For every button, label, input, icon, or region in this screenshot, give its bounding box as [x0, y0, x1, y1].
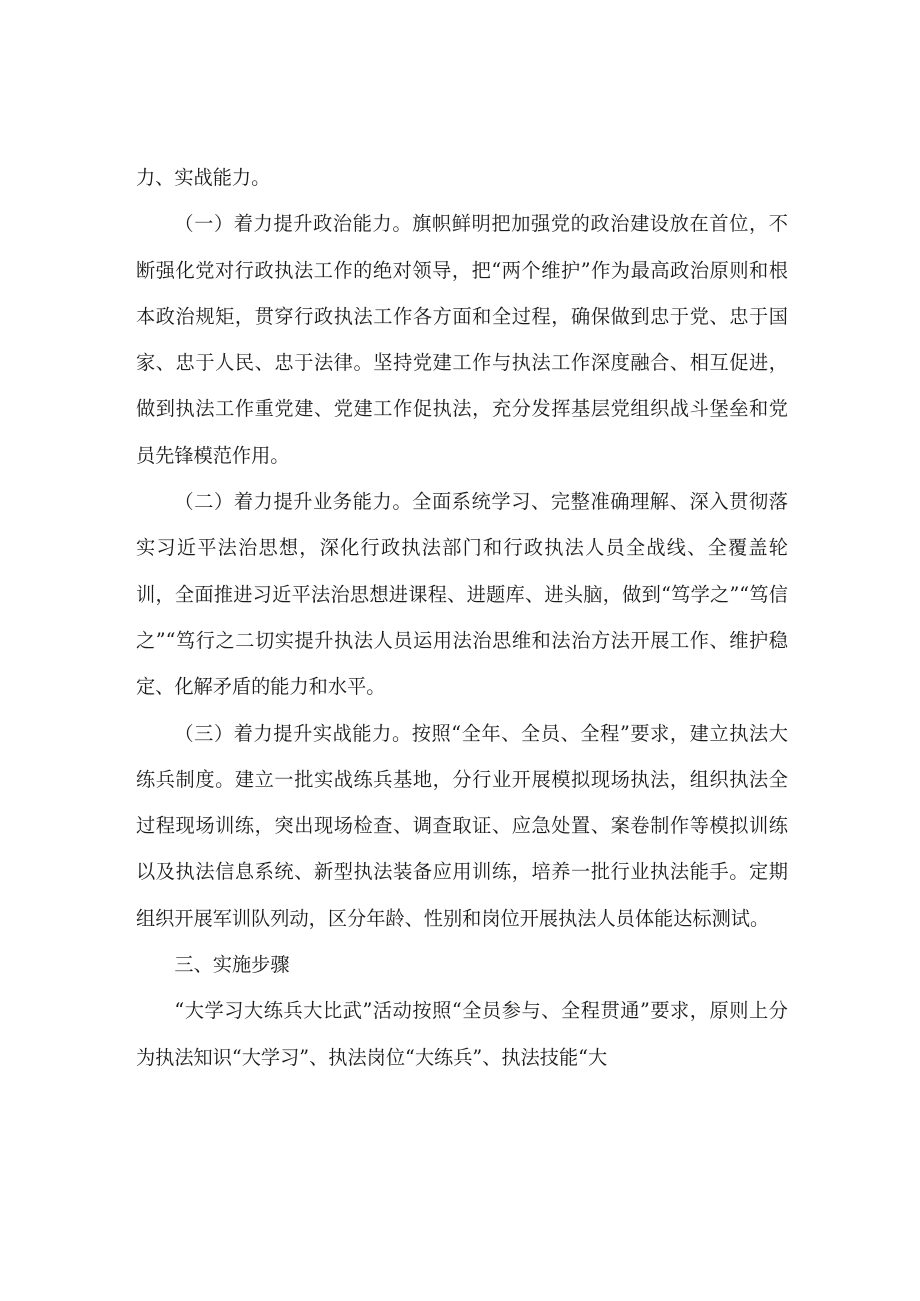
paragraph-continuation: 力、实战能力。 — [136, 166, 271, 189]
paragraph-political-ability: （一）着力提升政治能力。旗帜鲜明把加强党的政治建设放在首位，不断强化党对行政执法工作的绝对领导，把“两个维护”作为最高政治原则和根本政治规矩，贯穿行政执法工作各方面和全过程，确保做到忠于党、忠于国家、忠于人民、忠于法律。坚持党建工作与执法工作深度融合、相互促进，做到执法工作重党建、党建工作促执法，充分发挥基层党组织战斗堡垒和党员先锋模范作用。 — [136, 212, 788, 467]
document-body — [136, 155, 788, 1081]
paragraph-combat-ability: （三）着力提升实战能力。按照“全年、全员、全程”要求，建立执法大练兵制度。建立一批实战练兵基地，分行业开展模拟现场执法，组织执法全过程现场训练，突出现场检查、调查取证、应急处置、案卷制作等模拟训练以及执法信息系统、新型执法装备应用训练，培养一批行业执法能手。定期组织开展军训队列动，区分年龄、性别和岗位开展执法人员体能达标测试。 — [136, 721, 788, 930]
section-heading-implementation-steps: 三、实施步骤 — [174, 953, 290, 977]
paragraph-activity-stages: “大学习大练兵大比武”活动按照“全员参与、全程贯通”要求，原则上分为执法知识“大学习”、执法岗位“大练兵”、执法技能“大 — [136, 999, 788, 1069]
paragraph-business-ability: （二）着力提升业务能力。全面系统学习、完整准确理解、深入贯彻落实习近平法治思想，深化行政执法部门和行政执法人员全战线、全覆盖轮训，全面推进习近平法治思想进课程、进题库、进头脑，做到“笃学之”“笃信之”“笃行之二切实提升执法人员运用法治思维和法治方法开展工作、维护稳定、化解矛盾的能力和水平。 — [136, 490, 788, 699]
